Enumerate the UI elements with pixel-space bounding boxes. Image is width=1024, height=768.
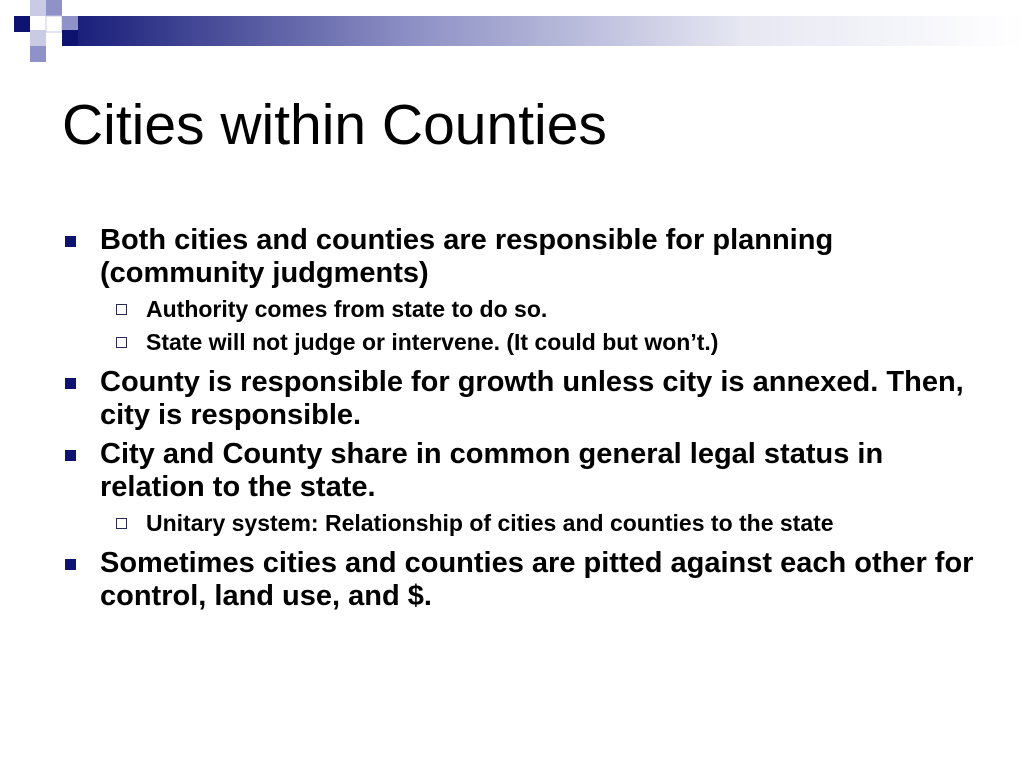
bullet-item	[62, 438, 982, 504]
bullet-text: Both cities and counties are responsible for planning (community judgments)	[100, 224, 834, 289]
header-square	[62, 16, 78, 32]
hollow-square-bullet-icon	[116, 337, 127, 348]
header-square	[46, 0, 62, 16]
square-bullet-icon	[65, 236, 76, 247]
header-square	[62, 30, 78, 46]
sub-bullet-item	[62, 329, 982, 356]
bullet-item	[62, 547, 982, 613]
header-decoration	[0, 0, 1024, 64]
bullet-list	[62, 224, 982, 619]
sub-bullet-text: State will not judge or intervene. (It could but won’t.)	[146, 329, 719, 355]
hollow-square-bullet-icon	[116, 518, 127, 529]
header-square	[30, 30, 46, 46]
sub-bullet-item	[62, 296, 982, 323]
sub-bullet-text: Authority comes from state to do so.	[146, 296, 548, 322]
header-gradient-bar	[78, 16, 1024, 46]
header-square	[30, 46, 46, 62]
square-bullet-icon	[65, 559, 76, 570]
sub-bullet-item	[62, 510, 982, 537]
bullet-text: Sometimes cities and counties are pitted against each other for control, land use, and $.	[100, 547, 974, 612]
bullet-item	[62, 224, 982, 290]
header-square	[14, 16, 30, 32]
square-bullet-icon	[65, 450, 76, 461]
header-square	[46, 16, 62, 32]
hollow-square-bullet-icon	[116, 304, 127, 315]
header-square	[30, 0, 46, 16]
slide-title: Cities within Counties	[62, 93, 607, 157]
bullet-item	[62, 366, 982, 432]
bullet-text: County is responsible for growth unless city is annexed. Then, city is responsible.	[100, 366, 964, 431]
square-bullet-icon	[65, 378, 76, 389]
sub-bullet-text: Unitary system: Relationship of cities and counties to the state	[146, 510, 834, 536]
bullet-text: City and County share in common general legal status in relation to the state.	[100, 438, 884, 503]
